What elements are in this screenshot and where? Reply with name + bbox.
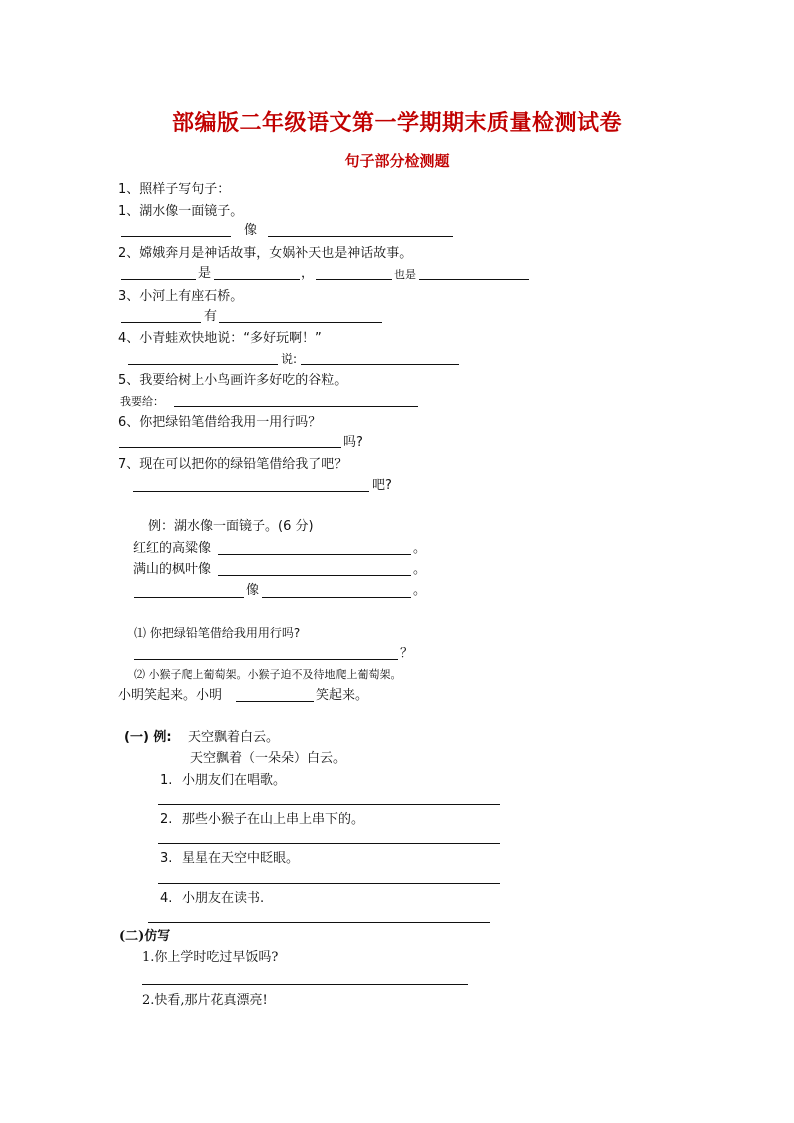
list-item-number: 3.: [160, 851, 173, 866]
answer-blank[interactable]: [218, 554, 411, 555]
question-7-prompt: 7、现在可以把你的绿铅笔借给我了吧？: [118, 457, 348, 472]
question-text: ⑵ 小猴子爬上葡萄架。小猴子迫不及待地爬上葡萄架。: [134, 668, 402, 681]
list-item-text: 小朋友们在唱歌。: [182, 773, 287, 788]
ending-text: 吗?: [343, 435, 363, 450]
period-text: 。: [413, 541, 427, 556]
ending-text: ？: [400, 646, 414, 661]
list-item-text: 小朋友在读书.: [182, 891, 265, 906]
question-6-prompt: 6、你把绿铅笔借给我用一用行吗？: [118, 415, 322, 430]
list-item-number: 4.: [160, 891, 173, 906]
answer-blank[interactable]: [419, 279, 529, 280]
answer-blank[interactable]: [316, 279, 392, 280]
answer-blank[interactable]: [121, 279, 196, 280]
answer-lead-text: 我要给：: [120, 395, 164, 408]
answer-blank[interactable]: [119, 447, 341, 448]
question-4-prompt: 4、小青蛙欢快地说：“多好玩啊！”: [118, 331, 322, 346]
answer-end-text: 笑起来。: [316, 688, 369, 703]
question-1-prompt: 1、湖水像一面镜子。: [118, 204, 244, 219]
answer-blank[interactable]: [301, 364, 459, 365]
answer-blank[interactable]: [158, 883, 500, 884]
list-item-number: 2.: [160, 812, 173, 827]
section-heading: 1、照样子写句子：: [118, 182, 231, 197]
connector-text: 是: [198, 266, 212, 281]
answer-lead-text: 满山的枫叶像: [133, 562, 212, 577]
question-5-prompt: 5、我要给树上小鸟画许多好吃的谷粒。: [118, 373, 348, 388]
page-title: 部编版二年级语文第一学期期末质量检测试卷: [171, 110, 622, 136]
answer-blank[interactable]: [134, 659, 398, 660]
example-text: 天空飘着白云。: [188, 730, 280, 745]
answer-blank[interactable]: [142, 984, 468, 985]
answer-blank[interactable]: [236, 701, 314, 702]
page-subtitle: 句子部分检测题: [344, 152, 450, 170]
answer-blank[interactable]: [214, 279, 300, 280]
connector-text: 也是: [394, 268, 416, 281]
connector-text: 说:: [281, 352, 298, 366]
example-text: 例：湖水像一面镜子。(6 分): [148, 519, 314, 534]
answer-blank[interactable]: [219, 322, 382, 323]
answer-blank[interactable]: [148, 922, 490, 923]
answer-blank[interactable]: [158, 843, 500, 844]
answer-blank[interactable]: [262, 597, 411, 598]
connector-text: 像: [244, 223, 258, 238]
example-text: 天空飘着（一朵朵）白云。: [190, 751, 347, 766]
list-item-number: 1.: [160, 773, 173, 788]
answer-blank[interactable]: [268, 236, 453, 237]
ending-text: 吧?: [372, 478, 392, 493]
list-item-text: 那些小猴子在山上串上串下的。: [182, 812, 365, 827]
period-text: 。: [413, 562, 427, 577]
list-item-text: 星星在天空中眨眼。: [182, 851, 300, 866]
answer-blank[interactable]: [134, 597, 244, 598]
answer-blank[interactable]: [218, 575, 411, 576]
answer-blank[interactable]: [174, 406, 418, 407]
connector-text: 像: [246, 583, 260, 598]
answer-blank[interactable]: [121, 236, 231, 237]
section-label: (一) 例:: [124, 730, 172, 745]
answer-lead-text: 小明笑起来。小明: [118, 688, 223, 703]
question-3-prompt: 3、小河上有座石桥。: [118, 289, 244, 304]
answer-blank[interactable]: [128, 364, 278, 365]
question-2-prompt: 2、嫦娥奔月是神话故事，女娲补天也是神话故事。: [118, 246, 413, 261]
answer-blank[interactable]: [158, 804, 500, 805]
answer-blank[interactable]: [133, 491, 369, 492]
answer-blank[interactable]: [121, 322, 201, 323]
period-text: 。: [413, 583, 427, 598]
answer-lead-text: 红红的高粱像: [133, 541, 212, 556]
comma-text: ，: [301, 266, 315, 281]
question-text: 2.快看,那片花真漂亮!: [142, 993, 268, 1008]
section-label: (二)仿写: [119, 929, 171, 944]
question-text: ⑴ 你把绿铅笔借给我用用行吗?: [134, 626, 301, 640]
question-text: 1.你上学时吃过早饭吗?: [142, 950, 279, 965]
connector-text: 有: [204, 309, 218, 324]
